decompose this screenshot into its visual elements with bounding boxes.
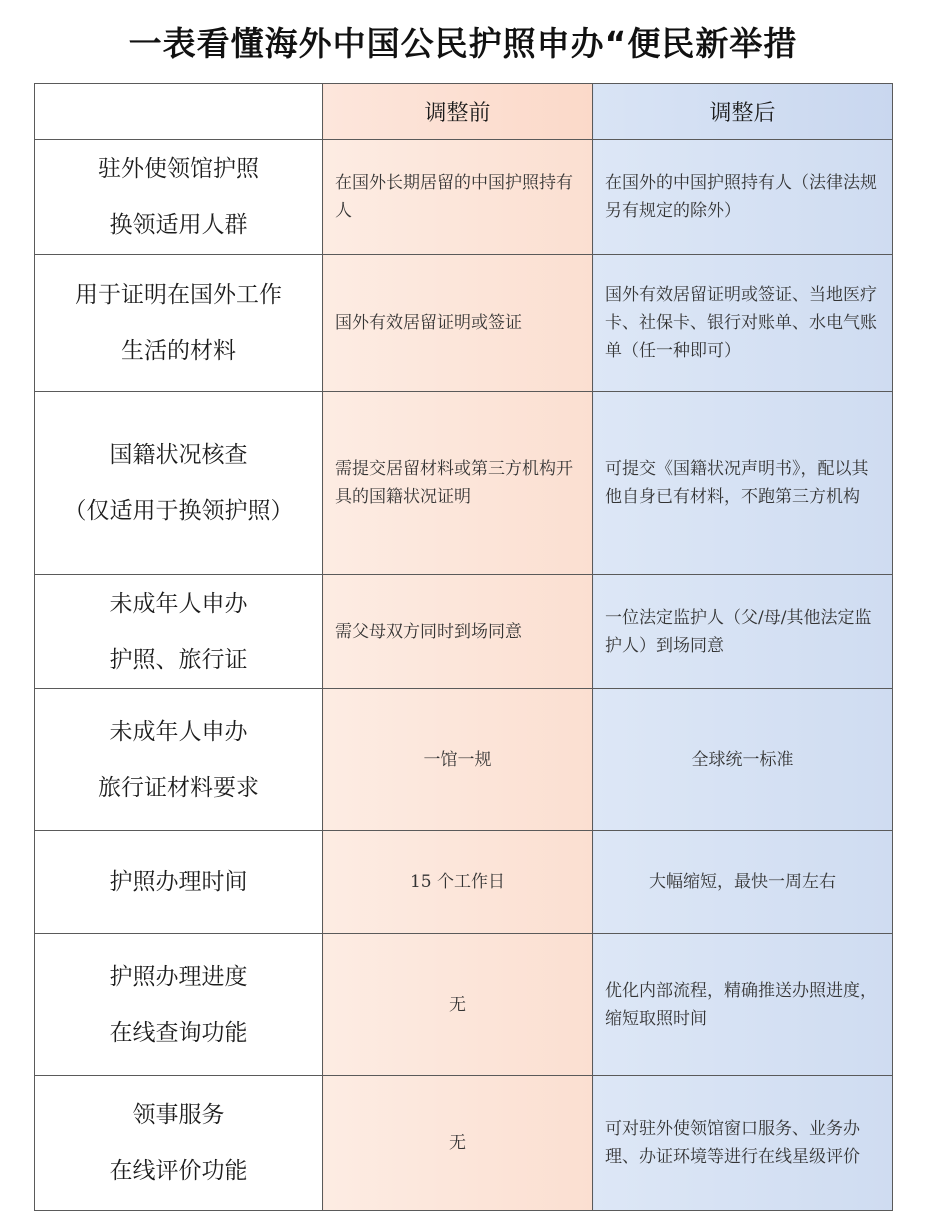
row-item-line: 旅行证材料要求 (98, 774, 259, 801)
row-item-line: 生活的材料 (121, 338, 236, 364)
header-before: 调整前 (323, 84, 593, 140)
row-after: 一位法定监护人（父/母/其他法定监护人）到场同意 (593, 575, 893, 689)
row-before: 需提交居留材料或第三方机构开具的国籍状况证明 (323, 392, 593, 575)
row-item-line: 护照办理时间 (109, 869, 248, 895)
table-row (35, 392, 893, 575)
table-row (35, 831, 893, 934)
row-item (35, 575, 323, 689)
row-before: 15 个工作日 (323, 831, 593, 934)
table-row (35, 1076, 893, 1211)
table-row (35, 689, 893, 831)
comparison-table (34, 83, 893, 1211)
row-before: 国外有效居留证明或签证 (323, 255, 593, 392)
row-item-line: 在线查询功能 (109, 1019, 248, 1046)
row-before: 无 (323, 934, 593, 1076)
row-item (35, 831, 323, 934)
row-item-line: 驻外使领馆护照 (98, 156, 259, 182)
page-title: 一表看懂海外中国公民护照申办“便民新举措 (128, 24, 798, 63)
header-after: 调整后 (593, 84, 893, 140)
row-item-line: 用于证明在国外工作 (75, 282, 282, 308)
row-item-line: 领事服务 (132, 1102, 225, 1128)
row-item-line: 未成年人申办 (109, 590, 248, 617)
row-item-line: 护照、旅行证 (109, 646, 248, 673)
row-item (35, 934, 323, 1076)
table-row (35, 934, 893, 1076)
row-after: 国外有效居留证明或签证、当地医疗卡、社保卡、银行对账单、水电气账单（任一种即可） (593, 255, 893, 392)
row-after: 大幅缩短，最快一周左右 (593, 831, 893, 934)
row-item (35, 255, 323, 392)
row-item-line: 国籍状况核查 (109, 442, 248, 468)
header-item (35, 84, 323, 140)
row-item (35, 1076, 323, 1211)
row-item-line: （仅适用于换领护照） (63, 498, 294, 524)
row-after: 在国外的中国护照持有人（法律法规另有规定的除外） (593, 140, 893, 255)
row-before: 一馆一规 (323, 689, 593, 831)
table-header-row (35, 84, 893, 140)
table-row (35, 255, 893, 392)
row-item-line: 在线评价功能 (109, 1158, 248, 1184)
row-after: 全球统一标准 (593, 689, 893, 831)
row-before: 无 (323, 1076, 593, 1211)
row-item (35, 140, 323, 255)
row-item (35, 689, 323, 831)
row-item-line: 换领适用人群 (109, 212, 248, 238)
row-item-line: 未成年人申办 (109, 718, 248, 745)
row-item (35, 392, 323, 575)
row-before: 需父母双方同时到场同意 (323, 575, 593, 689)
row-after: 可提交《国籍状况声明书》，配以其他自身已有材料，不跑第三方机构 (593, 392, 893, 575)
row-after: 可对驻外使领馆窗口服务、业务办理、办证环境等进行在线星级评价 (593, 1076, 893, 1211)
table-row (35, 575, 893, 689)
row-after: 优化内部流程，精确推送办照进度，缩短取照时间 (593, 934, 893, 1076)
row-before: 在国外长期居留的中国护照持有人 (323, 140, 593, 255)
row-item-line: 护照办理进度 (109, 963, 248, 990)
table-row (35, 140, 893, 255)
